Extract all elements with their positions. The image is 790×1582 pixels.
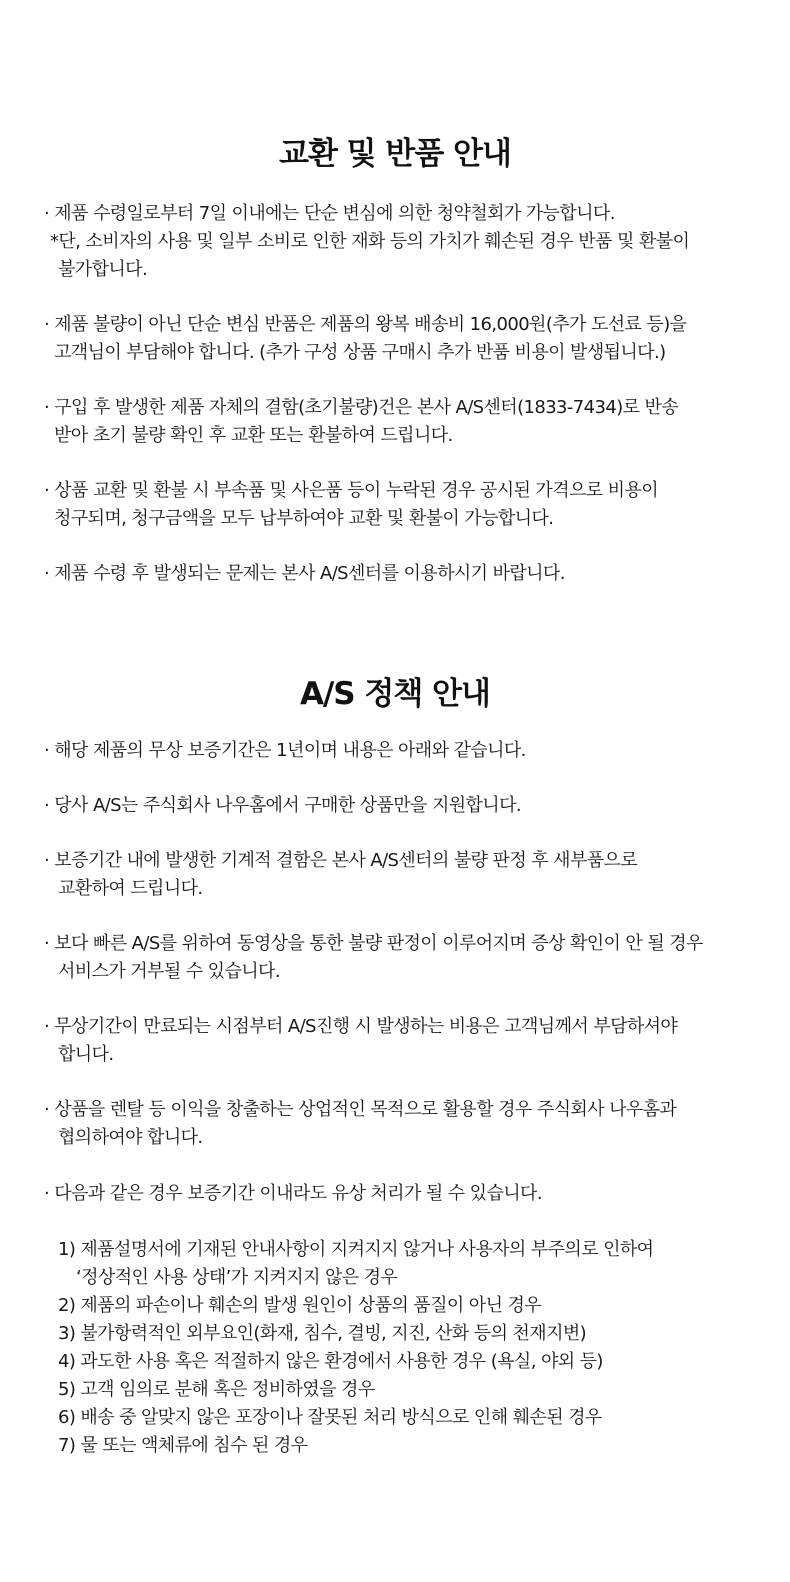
exchange-item-5-line-1: · 제품 수령 후 발생되는 문제는 본사 A/S센터를 이용하시기 바랍니다.: [44, 563, 565, 584]
as-item-5: [44, 1013, 754, 1069]
as-item-3: [44, 847, 754, 903]
exchange-item-4-line-2: 청구되며, 청구금액을 모두 납부하여야 교환 및 환불이 가능합니다.: [54, 508, 554, 529]
exchange-item-1: [44, 200, 754, 284]
exchange-item-3-line-2: 받아 초기 불량 확인 후 교환 또는 환불하여 드립니다.: [54, 425, 453, 446]
as-item-6: [44, 1096, 754, 1152]
exchange-item-1-line-2: *단, 소비자의 사용 및 일부 소비로 인한 재화 등의 가치가 훼손된 경우 반품 및 환불이: [50, 231, 690, 252]
paid-case-6: 6) 배송 중 알맞지 않은 포장이나 잘못된 처리 방식으로 인해 훼손된 경우: [58, 1407, 602, 1428]
as-item-3-line-2: 교환하여 드립니다.: [58, 878, 203, 899]
as-item-2-line-1: · 당사 A/S는 주식회사 나우홈에서 구매한 상품만을 지원합니다.: [44, 795, 522, 816]
as-item-5-line-2: 합니다.: [58, 1044, 114, 1065]
exchange-return-title: 교환 및 반품 안내: [279, 136, 511, 172]
as-item-5-line-1: · 무상기간이 만료되는 시점부터 A/S진행 시 발생하는 비용은 고객님께서 부담하셔야: [44, 1016, 678, 1037]
as-item-6-line-1: · 상품을 렌탈 등 이익을 창출하는 상업적인 목적으로 활용할 경우 주식회사 나우홈과: [44, 1099, 677, 1120]
as-item-1-line-1: · 해당 제품의 무상 보증기간은 1년이며 내용은 아래와 같습니다.: [44, 740, 526, 761]
as-item-4-line-1: · 보다 빠른 A/S를 위하여 동영상을 통한 불량 판정이 이루어지며 증상 확인이 안 될 경우: [44, 933, 703, 954]
paid-case-7: 7) 물 또는 액체류에 침수 된 경우: [58, 1435, 308, 1456]
as-item-2: [44, 792, 754, 820]
paid-case-4: 4) 과도한 사용 혹은 적절하지 않은 환경에서 사용한 경우 (욕실, 야외 등): [58, 1351, 603, 1372]
as-item-7-line-1: · 다음과 같은 경우 보증기간 이내라도 유상 처리가 될 수 있습니다.: [44, 1183, 542, 1204]
paid-case-2: 2) 제품의 파손이나 훼손의 발생 원인이 상품의 품질이 아닌 경우: [58, 1295, 542, 1316]
exchange-item-2-line-2: 고객님이 부담해야 합니다. (추가 구성 상품 구매시 추가 반품 비용이 발생됩니다.): [54, 342, 666, 363]
as-item-4: [44, 930, 754, 986]
as-item-7: [44, 1180, 754, 1208]
paid-case-1: 1) 제품설명서에 기재된 안내사항이 지켜지지 않거나 사용자의 부주의로 인하여: [58, 1239, 654, 1260]
paid-case-1-cont: ‘정상적인 사용 상태’가 지켜지지 않은 경우: [76, 1267, 398, 1288]
as-item-4-line-2: 서비스가 거부될 수 있습니다.: [58, 961, 280, 982]
exchange-item-2: [44, 311, 754, 367]
exchange-item-1-line-3: 불가합니다.: [58, 259, 148, 280]
paid-cases-list: [58, 1236, 758, 1460]
as-policy-title: A/S 정책 안내: [299, 676, 490, 712]
as-item-1: [44, 737, 754, 765]
paid-case-3: 3) 불가항력적인 외부요인(화재, 침수, 결빙, 지진, 산화 등의 천재지변): [58, 1323, 587, 1344]
exchange-item-3: [44, 394, 754, 450]
as-item-3-line-1: · 보증기간 내에 발생한 기계적 결함은 본사 A/S센터의 불량 판정 후 새부품으로: [44, 850, 638, 871]
exchange-item-4: [44, 477, 754, 533]
exchange-item-1-line-1: · 제품 수령일로부터 7일 이내에는 단순 변심에 의한 청약철회가 가능합니다.: [44, 203, 615, 224]
exchange-item-3-line-1: · 구입 후 발생한 제품 자체의 결함(초기불량)건은 본사 A/S센터(1833-7434)로 반송: [44, 397, 679, 418]
paid-case-5: 5) 고객 임의로 분해 혹은 정비하였을 경우: [58, 1379, 375, 1400]
exchange-item-2-line-1: · 제품 불량이 아닌 단순 변심 반품은 제품의 왕복 배송비 16,000원(추가 도선료 등)을: [44, 314, 687, 335]
exchange-item-4-line-1: · 상품 교환 및 환불 시 부속품 및 사은품 등이 누락된 경우 공시된 가격으로 비용이: [44, 480, 659, 501]
as-item-6-line-2: 협의하여야 합니다.: [58, 1127, 203, 1148]
exchange-item-5: [44, 560, 754, 588]
